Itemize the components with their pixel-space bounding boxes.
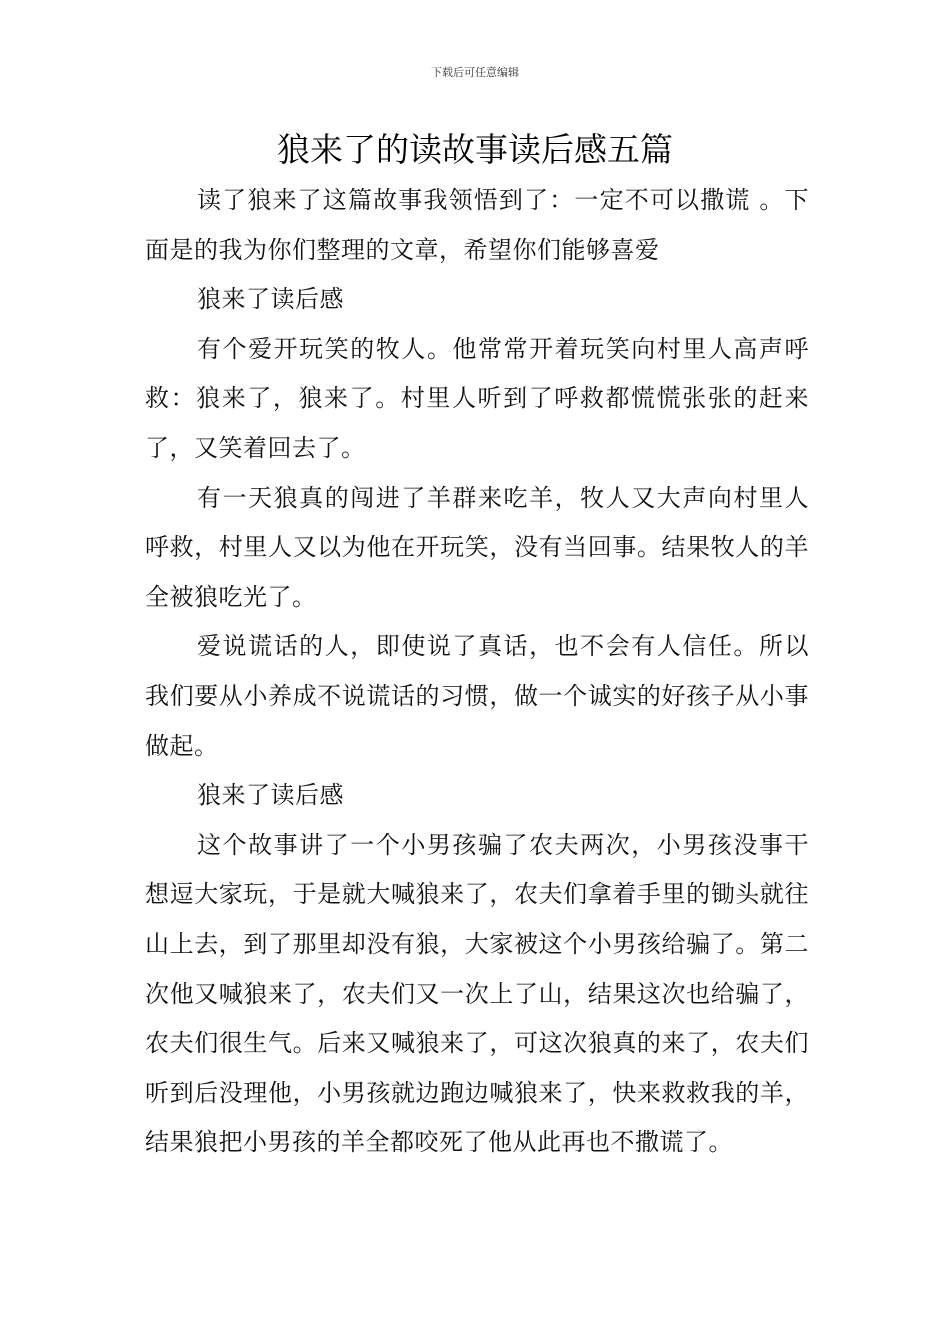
page-header-note: 下载后可任意编辑 [431, 66, 519, 79]
intro-paragraph: 读了狼来了这篇故事我领悟到了：一定不可以撒谎 。下面是的我为你们整理的文章，希望你们能够喜爱 [145, 186, 809, 264]
body-paragraph: 有个爱开玩笑的牧人。他常常开着玩笑向村里人高声呼救：狼来了，狼来了。村里人听到了呼救都慌慌张张的赶来了，又笑着回去了。 [145, 334, 809, 462]
body-paragraph: 有一天狼真的闯进了羊群来吃羊，牧人又大声向村里人呼救，村里人又以为他在开玩笑，没有当回事。结果牧人的羊全被狼吃光了。 [145, 483, 809, 611]
document-body [145, 176, 809, 1168]
body-paragraph: 爱说谎话的人，即使说了真话，也不会有人信任。所以我们要从小养成不说谎话的习惯，做一个诚实的好孩子从小事做起。 [145, 632, 809, 760]
section-heading: 狼来了读后感 [197, 781, 344, 810]
section-heading: 狼来了读后感 [197, 285, 344, 314]
document-title: 狼来了的读故事读后感五篇 [277, 130, 673, 169]
body-paragraph: 这个故事讲了一个小男孩骗了农夫两次，小男孩没事干想逗大家玩，于是就大喊狼来了，农夫们拿着手里的锄头就往山上去，到了那里却没有狼，大家被这个小男孩给骗了。第二次他又喊狼来了，农夫们又一次上了山，结果这次也给骗了，农夫们很生气。后来又喊狼来了，可这次狼真的来了，农夫们听到后没理他，小男孩就边跑边喊狼来了，快来救救我的羊，结果狼把小男孩的羊全都咬死了他从此再也不撒谎了。 [145, 830, 809, 1157]
